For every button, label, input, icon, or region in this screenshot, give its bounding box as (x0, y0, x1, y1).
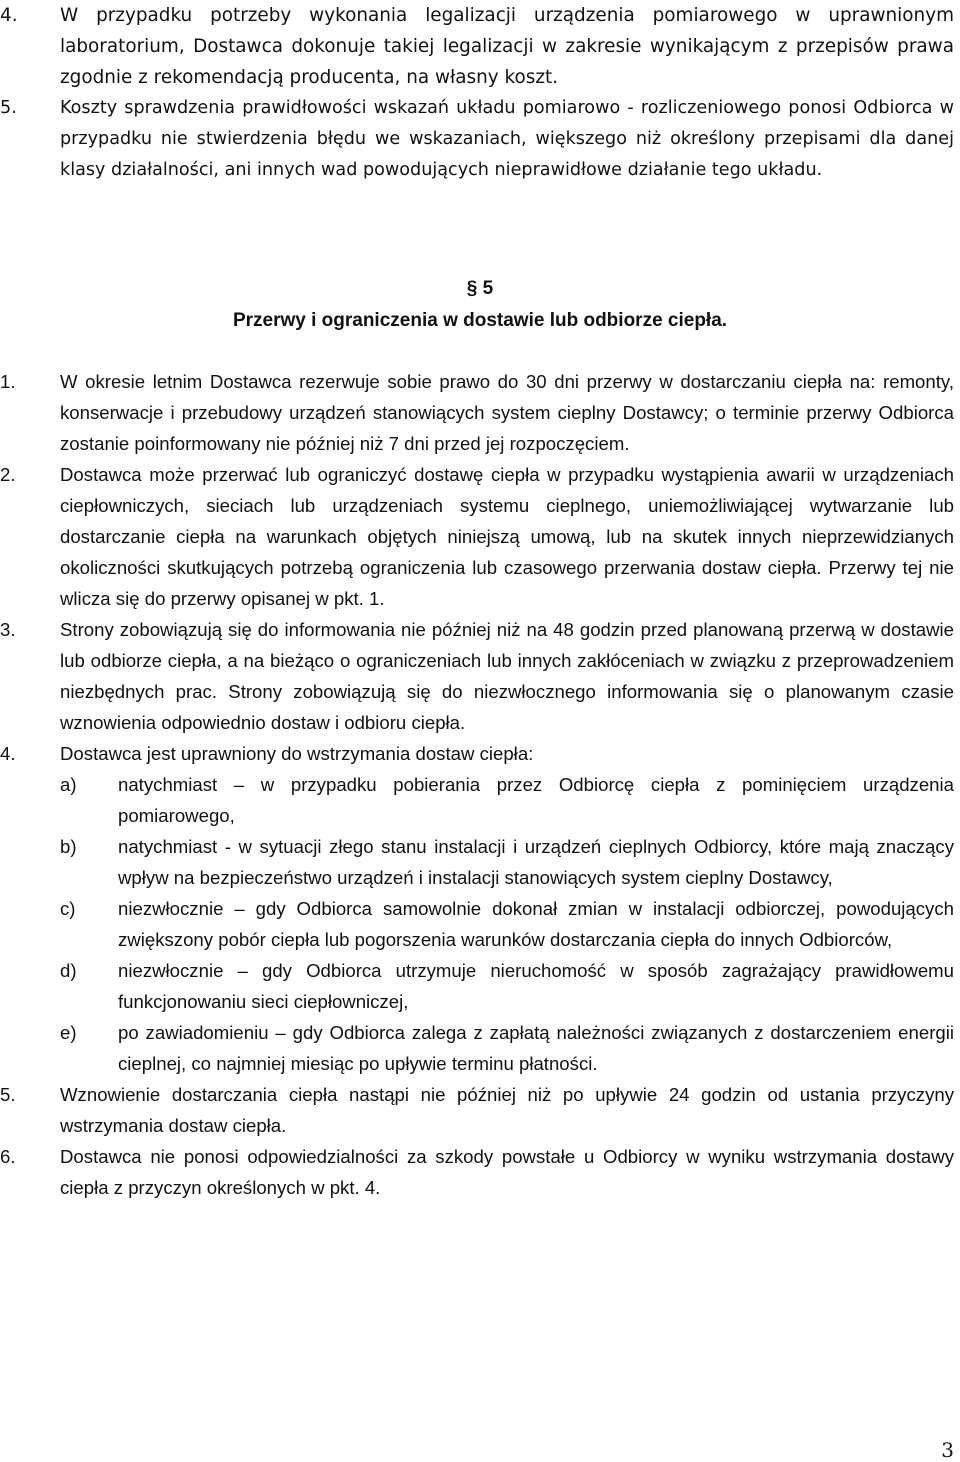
sub-item-letter: a) (60, 774, 77, 795)
sub-item-text: niezwłocznie – gdy Odbiorca samowolnie dokonał zmian w instalacji odbiorczej, powodujących zwiększony pobór ciepła lub pogorszenia warunków dostarczania ciepła do innych Odbiorców, (118, 898, 954, 950)
item-text: W przypadku potrzeby wykonania legalizacji urządzenia pomiarowego w uprawnionym laboratorium, Dostawca dokonuje takiej legalizacji w zakresie wynikającym z przepisów prawa zgodnie z rekomendacją producenta, na własny koszt. (60, 5, 954, 88)
previous-section-items (0, 0, 954, 186)
sub-list-item (0, 831, 954, 893)
list-item (0, 738, 954, 769)
item-text: Dostawca może przerwać lub ograniczyć dostawę ciepła w przypadku wystąpienia awarii w urządzeniach ciepłowniczych, sieciach lub urządzeniach systemu cieplnego, uniemożliwiającej wytwarzanie lub dostarczanie ciepła na warunkach objętych niniejszą umową, lub na skutek innych nieprzewidzianych okoliczności skutkujących potrzebą ograniczenia lub czasowego przerwania dostaw ciepła. Przerwy tej nie wlicza się do przerwy opisanej w pkt. 1. (60, 464, 954, 609)
sub-item-letter: c) (60, 898, 76, 919)
item-text: Dostawca nie ponosi odpowiedzialności za szkody powstałe u Odbiorcy w wyniku wstrzymania dostawy ciepła z przyczyn określonych w pkt. 4. (60, 1146, 954, 1198)
sub-item-text: niezwłocznie – gdy Odbiorca utrzymuje nieruchomość w sposób zagrażający prawidłowemu funkcjonowaniu sieci ciepłowniczej, (118, 960, 954, 1012)
section-title: Przerwy i ograniczenia w dostawie lub odbiorze ciepła. (232, 310, 728, 331)
list-item (0, 1079, 954, 1141)
sub-item-text: natychmiast – w przypadku pobierania przez Odbiorcę ciepła z pominięciem urządzenia pomiarowego, (118, 774, 954, 826)
item-number: 6. (0, 1146, 16, 1167)
sub-item-text: po zawiadomieniu – gdy Odbiorca zalega z zapłatą należności związanych z dostarczeniem energii cieplnej, co najmniej miesiąc po upływie terminu płatności. (118, 1022, 954, 1074)
item-text: Koszty sprawdzenia prawidłowości wskazań układu pomiarowo - rozliczeniowego ponosi Odbiorca w przypadku nie stwierdzenia błędu we wskazaniach, większego niż określony przepisami dla danej klasy działalności, ani innych wad powodujących nieprawidłowe działanie tego układu. (60, 98, 954, 180)
sub-list-item (0, 769, 954, 831)
section-number: § 5 (466, 278, 494, 299)
list-item (0, 1141, 954, 1203)
sub-list-item (0, 893, 954, 955)
sub-item-letter: e) (60, 1022, 77, 1043)
item-number: 3. (0, 619, 16, 640)
item-number: 1. (0, 371, 16, 392)
item-text: Wznowienie dostarczania ciepła nastąpi nie później niż po upływie 24 godzin od ustania przyczyny wstrzymania dostaw ciepła. (60, 1084, 954, 1136)
sub-list-item (0, 955, 954, 1017)
sub-list-item (0, 1017, 954, 1079)
list-item (0, 366, 954, 459)
item-number: 2. (0, 464, 16, 485)
sub-item-text: natychmiast - w sytuacji złego stanu instalacji i urządzeń cieplnych Odbiorcy, które mają znaczący wpływ na bezpieczeństwo urządzeń i instalacji stanowiących system cieplny Dostawcy, (118, 836, 954, 888)
section-items (0, 366, 954, 1203)
list-item (0, 459, 954, 614)
page-number: 3 (941, 1438, 954, 1462)
sub-item-letter: d) (60, 960, 77, 981)
item-text: Dostawca jest uprawniony do wstrzymania dostaw ciepła: (60, 743, 534, 764)
item-text: W okresie letnim Dostawca rezerwuje sobie prawo do 30 dni przerwy w dostarczaniu ciepła na: remonty, konserwacje i przebudowy urządzeń stanowiących system cieplny Dostawcy; o terminie przerwy Odbiorca zostanie poinformowany nie później niż 7 dni przed jej rozpoczęciem. (60, 371, 954, 454)
list-item (0, 93, 954, 186)
item-text: Strony zobowiązują się do informowania nie później niż na 48 godzin przed planowaną przerwą w dostawie lub odbiorze ciepła, a na bieżąco o ograniczeniach lub innych zakłóceniach w związku z przeprowadzeniem niezbędnych prac. Strony zobowiązują się do niezwłocznego informowania się o planowanym czasie wznowienia odpowiednio dostaw i odbioru ciepła. (60, 619, 954, 733)
list-item (0, 614, 954, 738)
sub-item-letter: b) (60, 836, 77, 857)
item-number: 5. (0, 1084, 16, 1105)
list-item (0, 0, 954, 93)
item-number: 5. (0, 98, 17, 118)
item-number: 4. (0, 5, 18, 26)
item-number: 4. (0, 743, 16, 764)
